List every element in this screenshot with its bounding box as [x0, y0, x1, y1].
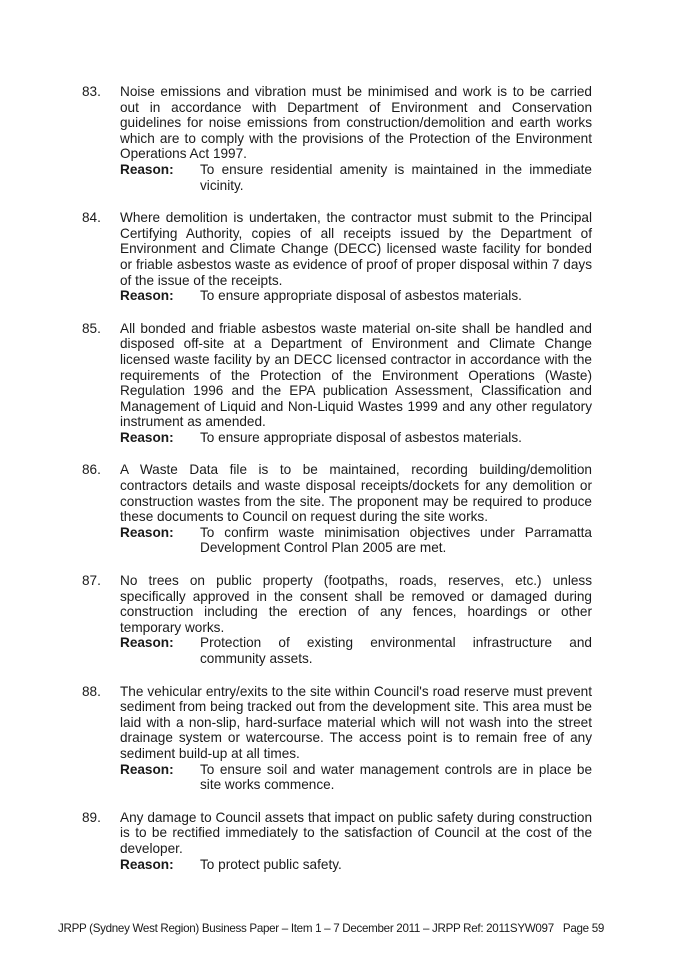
condition-reason — [120, 857, 592, 873]
condition-85 — [0, 321, 676, 446]
condition-84 — [0, 210, 676, 304]
condition-reason — [120, 288, 592, 304]
reason-text: To protect public safety. — [200, 856, 342, 872]
condition-reason — [120, 525, 592, 556]
reason-text: To ensure soil and water management controls are in place be site works commence. — [200, 761, 592, 793]
reason-label: Reason: — [120, 161, 174, 177]
reason-label: Reason: — [120, 761, 174, 777]
condition-text: A Waste Data file is to be maintained, recording building/demolition contractors details and waste disposal receipts/dockets for any demolition or construction wastes from the site. The proponent may be required to produce these documents to Council on request during the site works. — [120, 462, 592, 525]
condition-number: 84. — [82, 210, 101, 226]
condition-number: 86. — [82, 462, 101, 478]
reason-label: Reason: — [120, 429, 174, 445]
condition-text: Noise emissions and vibration must be minimised and work is to be carried out in accordance with Department of Environment and Conservation guidelines for noise emissions from construction/demolition and earth works which are to comply with the provisions of the Protection of the Environment Operations Act 1997. — [120, 84, 592, 162]
condition-89 — [0, 810, 676, 872]
condition-reason — [120, 162, 592, 193]
condition-text: Any damage to Council assets that impact on public safety during construction is to be rectified immediately to the satisfaction of Council at the cost of the developer. — [120, 809, 592, 856]
reason-text: Protection of existing environmental infrastructure and community assets. — [200, 635, 592, 666]
condition-86 — [0, 462, 676, 556]
reason-label: Reason: — [120, 524, 174, 540]
condition-number: 88. — [82, 683, 101, 699]
condition-number: 87. — [82, 573, 101, 589]
condition-reason — [120, 430, 592, 446]
condition-number: 83. — [82, 84, 101, 99]
condition-text: All bonded and friable asbestos waste material on-site shall be handled and disposed off-site at a Department of Environment and Climate Change licensed waste facility by an DECC licensed contractor in accordance with the requirements of the Protection of the Environment Operations (Waste) Regulation 1996 and the EPA publication Assessment, Classification and Management of Liquid and Non-Liquid Wastes 1999 and any other regulatory instrument as amended. — [120, 320, 592, 430]
page-footer — [58, 922, 604, 935]
condition-reason — [120, 762, 592, 793]
condition-number: 85. — [82, 320, 101, 336]
condition-88 — [0, 684, 676, 793]
condition-83 — [0, 84, 676, 193]
reason-label: Reason: — [120, 856, 174, 872]
condition-reason — [120, 635, 592, 666]
reason-text: To confirm waste minimisation objectives under Parramatta Development Control Plan 2005 are met. — [200, 524, 592, 556]
reason-text: To ensure appropriate disposal of asbestos materials. — [200, 288, 522, 304]
condition-text: No trees on public property (footpaths, roads, reserves, etc.) unless specifically approved in the consent shall be removed or damaged during construction including the erection of any fences, hoardings or other temporary works. — [120, 573, 592, 635]
condition-text: The vehicular entry/exits to the site within Council's road reserve must prevent sediment from being tracked out from the development site. This area must be laid with a non-slip, hard-surface material which will not wash into the street drainage system or watercourse. The access point is to remain free of any sediment build-up at all times. — [120, 683, 592, 761]
condition-number: 89. — [82, 809, 101, 825]
condition-text: Where demolition is undertaken, the contractor must submit to the Principal Certifying Authority, copies of all receipts issued by the Department of Environment and Climate Change (DECC) licensed waste facility for bonded or friable asbestos waste as evidence of proof of proper disposal within 7 days of the issue of the receipts. — [120, 210, 592, 288]
reason-text: To ensure appropriate disposal of asbestos materials. — [200, 429, 522, 445]
reason-text: To ensure residential amenity is maintained in the immediate vicinity. — [200, 161, 592, 193]
page-number: Page 59 — [562, 922, 604, 935]
footer-reference: JRPP (Sydney West Region) Business Paper – Item 1 – 7 December 2011 – JRPP Ref: 2011SYW097 — [58, 922, 554, 935]
condition-87 — [0, 573, 676, 667]
conditions-list — [0, 84, 676, 889]
reason-label: Reason: — [120, 288, 174, 304]
reason-label: Reason: — [120, 635, 174, 651]
